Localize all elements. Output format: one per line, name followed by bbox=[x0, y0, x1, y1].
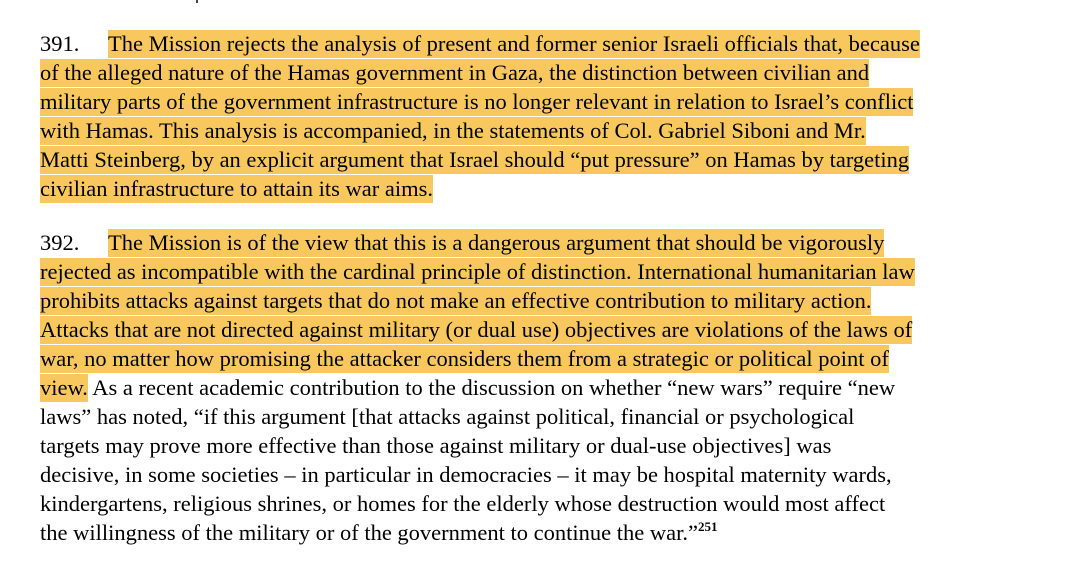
plain-text: kindergartens, religious shrines, or homes for the elderly whose destruction would most affect bbox=[40, 491, 886, 516]
paragraph-391-line-5 bbox=[40, 145, 909, 174]
highlighted-text: The Mission rejects the analysis of present and former senior Israeli officials that, because bbox=[108, 31, 920, 56]
footnote-reference[interactable]: 251 bbox=[697, 519, 718, 534]
highlighted-text: civilian infrastructure to attain its war aims. bbox=[40, 176, 434, 201]
plain-text: the willingness of the military or of the government to continue the war.” bbox=[40, 520, 698, 545]
paragraph-391-line-4 bbox=[40, 116, 866, 145]
plain-text: As a recent academic contribution to the discussion on whether “new wars” require “new bbox=[87, 375, 896, 400]
top-edge-mark bbox=[196, 0, 198, 3]
highlighted-text: Attacks that are not directed against military (or dual use) objectives are violations of the laws of bbox=[40, 317, 913, 342]
paragraph-392-line-7 bbox=[40, 402, 854, 431]
highlighted-text: prohibits attacks against targets that do not make an effective contribution to military action. bbox=[40, 288, 872, 313]
plain-text: targets may prove more effective than those against military or dual-use objectives] was bbox=[40, 433, 832, 458]
paragraph-391-line-2 bbox=[40, 58, 869, 87]
paragraph-391-number: 391. bbox=[40, 31, 80, 56]
paragraph-392-line-2 bbox=[40, 257, 915, 286]
paragraph-392-line-1 bbox=[40, 228, 884, 257]
paragraph-392-line-10 bbox=[40, 489, 885, 518]
paragraph-392-line-9 bbox=[40, 460, 892, 489]
plain-text: laws” has noted, “if this argument [that attacks against political, financial or psychological bbox=[40, 404, 855, 429]
highlighted-text: of the alleged nature of the Hamas government in Gaza, the distinction between civilian and bbox=[40, 60, 870, 85]
highlighted-text: military parts of the government infrastructure is no longer relevant in relation to Israel’s conflict bbox=[40, 89, 914, 114]
paragraph-392-line-8 bbox=[40, 431, 831, 460]
paragraph-391-line-6 bbox=[40, 174, 433, 203]
paragraph-391-line-3 bbox=[40, 87, 913, 116]
paragraph-392-line-3 bbox=[40, 286, 871, 315]
highlighted-text: war, no matter how promising the attacker considers them from a strategic or political point of bbox=[40, 346, 889, 371]
highlighted-text: The Mission is of the view that this is a dangerous argument that should be vigorously bbox=[108, 230, 885, 255]
highlighted-text: Matti Steinberg, by an explicit argument that Israel should “put pressure” on Hamas by targeting bbox=[40, 147, 910, 172]
paragraph-392-line-4 bbox=[40, 315, 912, 344]
paragraph-392-number: 392. bbox=[40, 230, 80, 255]
paragraph-391-line-1 bbox=[40, 29, 920, 58]
highlighted-text: rejected as incompatible with the cardinal principle of distinction. International humanitarian law bbox=[40, 259, 915, 284]
highlighted-text: view. bbox=[40, 375, 88, 400]
paragraph-392-line-5 bbox=[40, 344, 889, 373]
paragraph-392-line-6 bbox=[40, 373, 895, 402]
highlighted-text: with Hamas. This analysis is accompanied, in the statements of Col. Gabriel Siboni and Mr. bbox=[40, 118, 866, 143]
plain-text: decisive, in some societies – in particular in democracies – it may be hospital maternity wards, bbox=[40, 462, 892, 487]
paragraph-392-line-11 bbox=[40, 518, 717, 547]
